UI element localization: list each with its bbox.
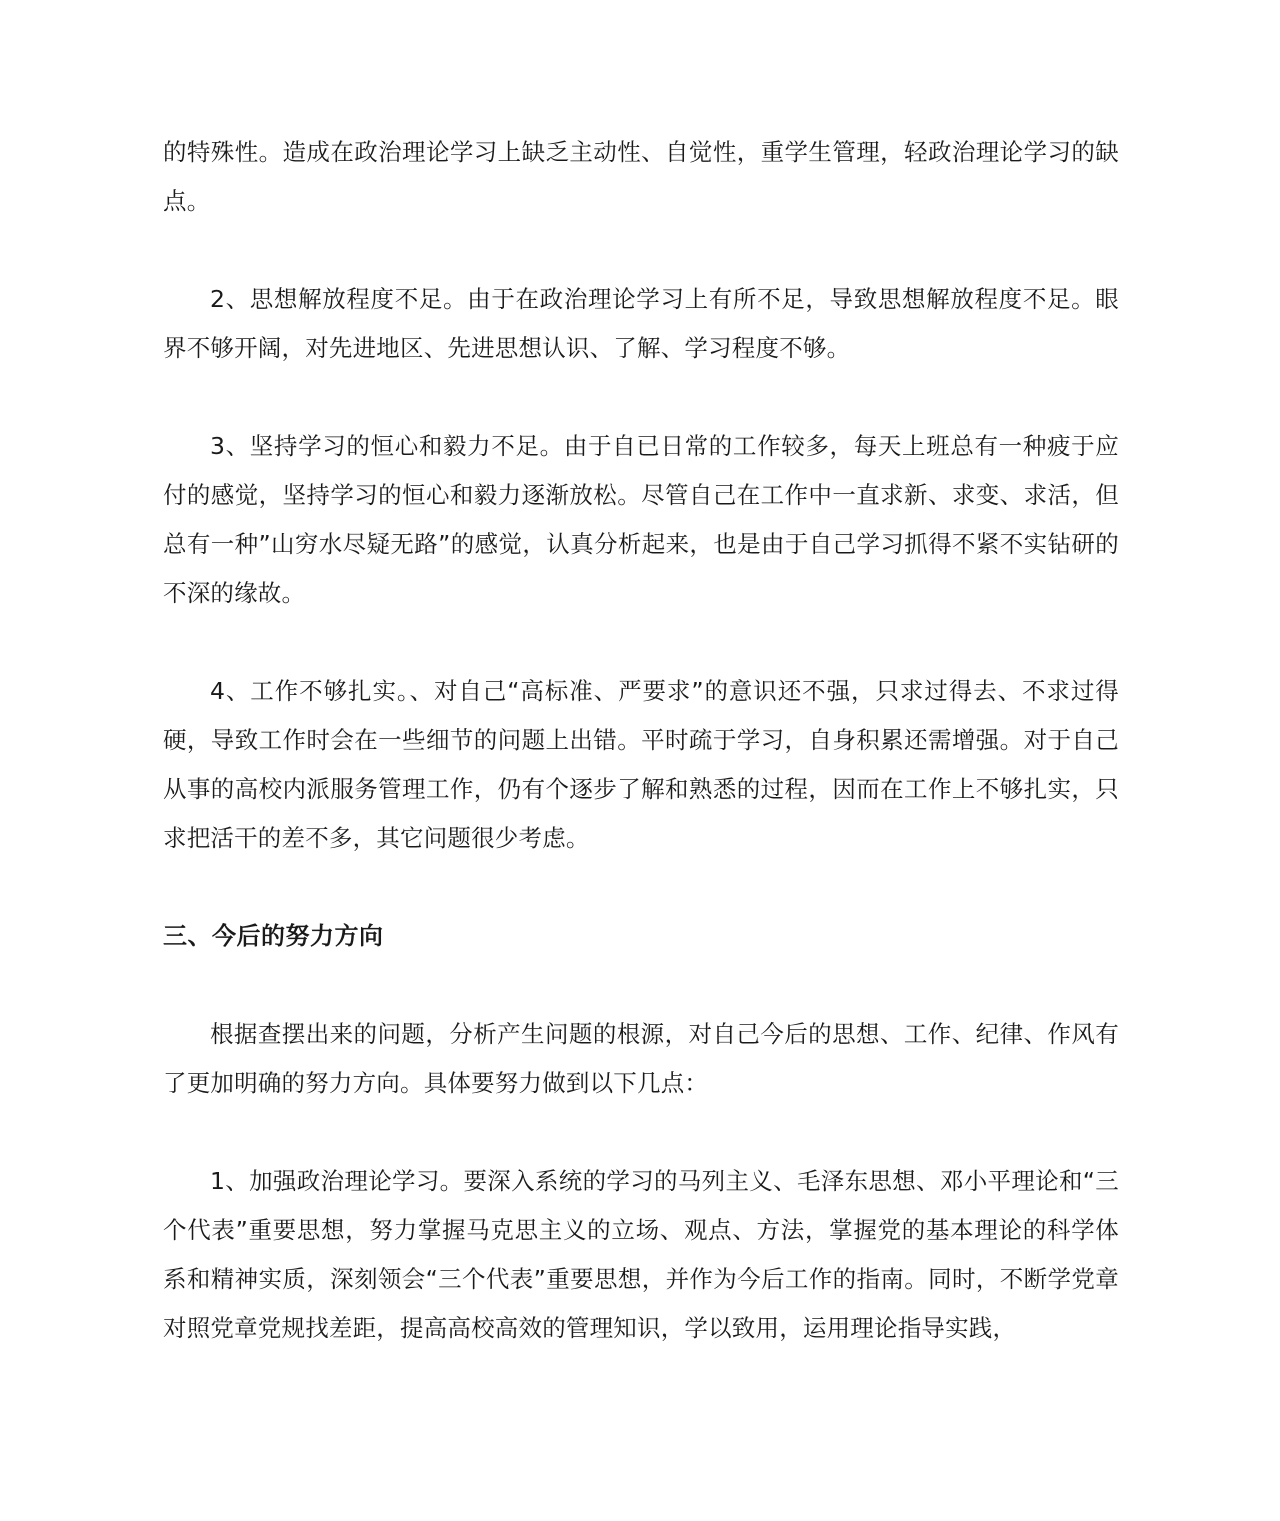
paragraph-continuation: 的特殊性。造成在政治理论学习上缺乏主动性、自觉性，重学生管理，轻政治理论学习的缺点。 [163, 138, 1119, 215]
paragraph-point-3: 3、坚持学习的恒心和毅力不足。由于自已日常的工作较多，每天上班总有一种疲于应付的感觉，坚持学习的恒心和毅力逐渐放松。尽管自己在工作中一直求新、求变、求活，但总有一种”山穷水尽疑无路”的感觉，认真分析起来，也是由于自己学习抓得不紧不实钻研的不深的缘故。 [163, 432, 1119, 607]
paragraph-point-2: 2、思想解放程度不足。由于在政治理论学习上有所不足，导致思想解放程度不足。眼界不够开阔，对先进地区、先进思想认识、了解、学习程度不够。 [163, 285, 1119, 362]
section-heading: 三、今后的努力方向 [163, 922, 384, 950]
paragraph-direction-1: 1、加强政治理论学习。要深入系统的学习的马列主义、毛泽东思想、邓小平理论和“三个代表”重要思想，努力掌握马克思主义的立场、观点、方法，掌握党的基本理论的科学体系和精神实质，深刻领会“三个代表”重要思想，并作为今后工作的指南。同时，不断学党章对照党章党规找差距，提高高校高效的管理知识，学以致用，运用理论指导实践， [163, 1167, 1119, 1342]
document-body [163, 128, 1119, 1353]
paragraph-point-4: 4、工作不够扎实。、对自己“高标准、严要求”的意识还不强，只求过得去、不求过得硬，导致工作时会在一些细节的问题上出错。平时疏于学习，自身积累还需增强。对于自己从事的高校内派服务管理工作，仍有个逐步了解和熟悉的过程，因而在工作上不够扎实，只求把活干的差不多，其它问题很少考虑。 [163, 677, 1119, 852]
paragraph-intro: 根据查摆出来的问题，分析产生问题的根源，对自己今后的思想、工作、纪律、作风有了更加明确的努力方向。具体要努力做到以下几点： [163, 1020, 1119, 1097]
